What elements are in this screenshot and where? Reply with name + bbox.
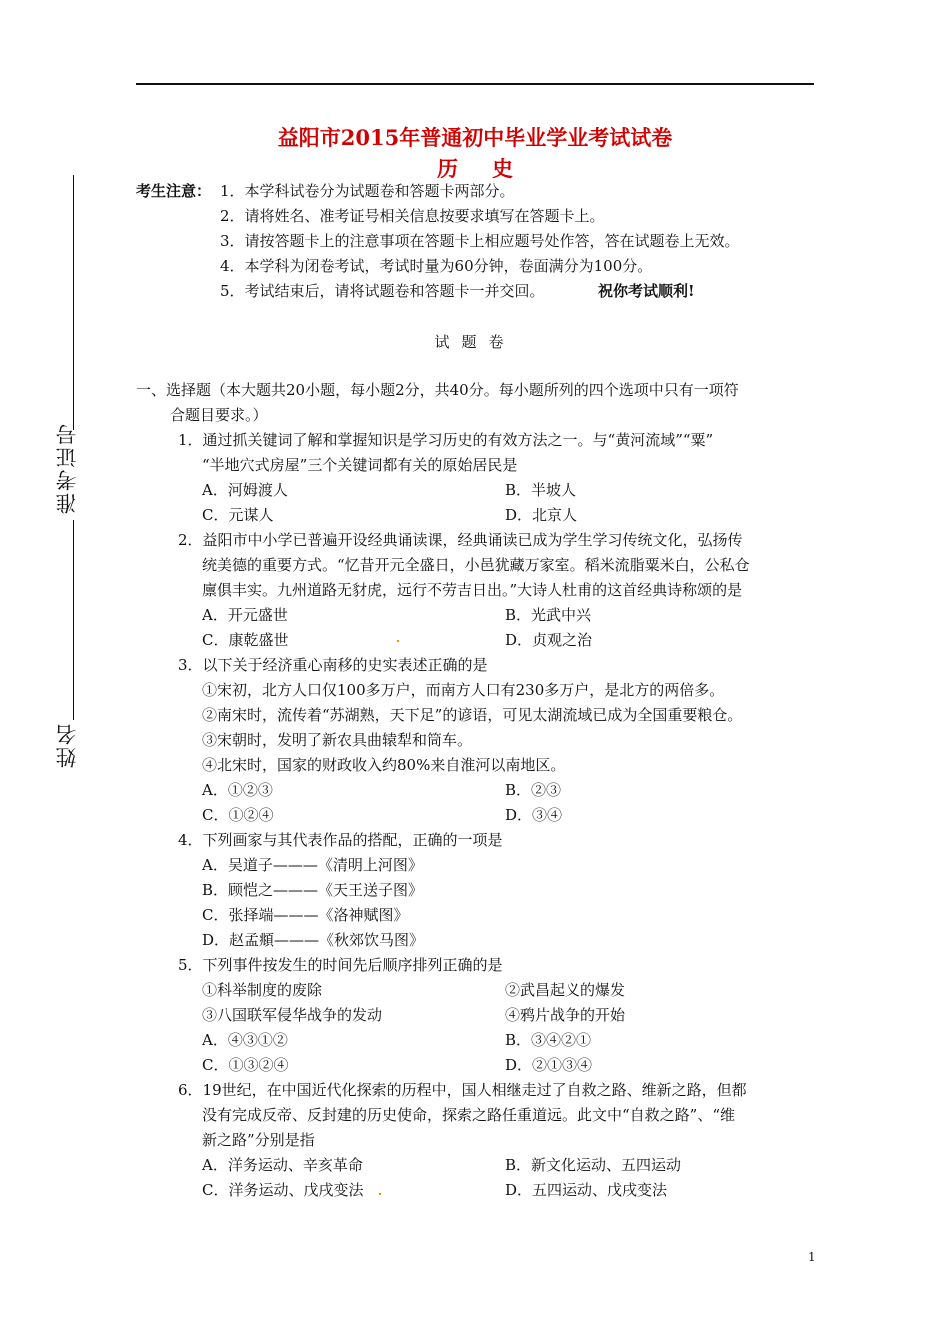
option: A．吴道子———《清明上河图》 <box>202 856 423 874</box>
scan-dot <box>379 1193 381 1195</box>
option: D．贞观之治 <box>505 631 593 649</box>
event-item: ③八国联军侵华战争的发动 <box>202 1006 383 1024</box>
option: C．洋务运动、戊戌变法 <box>202 1181 364 1199</box>
option: D．北京人 <box>505 506 578 524</box>
question-stem: 5．下列事件按发生的时间先后顺序排列正确的是 <box>178 956 503 974</box>
exam-title: 益阳市2015年普通初中毕业学业考试试卷 <box>277 125 673 150</box>
option: C．康乾盛世 <box>202 631 289 649</box>
option: B．③④②① <box>505 1031 592 1049</box>
part-heading: 一、选择题（本大题共20小题，每小题2分，共40分。每小题所列的四个选项中只有一项符 <box>136 381 739 399</box>
question-stem: 4．下列画家与其代表作品的搭配，正确的一项是 <box>178 831 503 849</box>
section-title: 试题卷 <box>434 333 516 351</box>
option: D．赵孟頫———《秋郊饮马图》 <box>202 931 425 949</box>
option: A．河姆渡人 <box>202 481 288 499</box>
binding-line <box>73 175 74 430</box>
question-stem: 廪俱丰实。九州道路无豺虎，远行不劳吉日出。”大诗人杜甫的这首经典诗称颂的是 <box>202 581 743 599</box>
option: D．五四运动、戊戌变法 <box>505 1181 668 1199</box>
scan-dot <box>397 640 399 642</box>
option: C．①③②④ <box>202 1056 289 1074</box>
question-stem: 新之路”分别是指 <box>202 1131 315 1149</box>
notice-item: 5．考试结束后，请将试题卷和答题卡一并交回。 <box>220 282 545 300</box>
notice-item: 2．请将姓名、准考证号相关信息按要求填写在答题卡上。 <box>220 207 605 225</box>
option: C．①②④ <box>202 806 274 824</box>
option: A．④③①② <box>202 1031 288 1049</box>
question-stem: 2．益阳市中小学已普遍开设经典诵读课，经典诵读已成为学生学习传统文化，弘扬传 <box>178 531 743 549</box>
event-item: ②武昌起义的爆发 <box>505 981 626 999</box>
question-stem: ①宋初，北方人口仅100多万户，而南方人口有230多万户，是北方的两倍多。 <box>202 681 725 699</box>
option: A．开元盛世 <box>202 606 288 624</box>
part-heading: 合题目要求。） <box>170 406 268 424</box>
option: C．元谋人 <box>202 506 274 524</box>
question-stem: ③宋朝时，发明了新农具曲辕犁和筒车。 <box>202 731 473 749</box>
question-stem: 1．通过抓关键词了解和掌握知识是学习历史的有效方法之一。与“黄河流域”“粟” <box>178 431 714 449</box>
exam-number-blank <box>73 520 74 720</box>
event-item: ④鸦片战争的开始 <box>505 1006 626 1024</box>
exam-number-label: 准考证号 <box>55 422 79 514</box>
option: D．③④ <box>505 806 563 824</box>
option: B．光武中兴 <box>505 606 592 624</box>
question-stem: ④北宋时，国家的财政收入约80%来自淮河以南地区。 <box>202 756 566 774</box>
notice-item: 1．本学科试卷分为试题卷和答题卡两部分。 <box>220 182 515 200</box>
option: A．①②③ <box>202 781 273 799</box>
option: D．②①③④ <box>505 1056 593 1074</box>
subject-title: 历史 <box>437 156 547 181</box>
event-item: ①科举制度的废除 <box>202 981 323 999</box>
option: B．半坡人 <box>505 481 577 499</box>
question-stem: 统美德的重要方式。“忆昔开元全盛日，小邑犹藏万家室。稻米流脂粟米白，公私仓 <box>202 556 750 574</box>
question-stem: ②南宋时，流传着“苏湖熟，天下足”的谚语，可见太湖流域已成为全国重要粮仓。 <box>202 706 743 724</box>
notice-item: 4．本学科为闭卷考试，考试时量为60分钟，卷面满分为100分。 <box>220 257 653 275</box>
question-stem: 6．19世纪，在中国近代化探索的历程中，国人相继走过了自救之路、维新之路，但都 <box>178 1081 747 1099</box>
page-number: 1 <box>808 1250 816 1264</box>
notice-item: 3．请按答题卡上的注意事项在答题卡上相应题号处作答，答在试题卷上无效。 <box>220 232 740 250</box>
question-stem: 3．以下关于经济重心南移的史实表述正确的是 <box>178 656 488 674</box>
good-luck: 祝你考试顺利! <box>598 282 695 300</box>
question-stem: 没有完成反帝、反封建的历史使命，探索之路任重道远。此文中“自救之路”、“维 <box>202 1106 736 1124</box>
header-rule <box>136 83 814 85</box>
question-stem: “半地穴式房屋”三个关键词都有关的原始居民是 <box>202 456 518 474</box>
option: B．②③ <box>505 781 562 799</box>
name-label: 姓名 <box>55 722 79 768</box>
option: A．洋务运动、辛亥革命 <box>202 1156 363 1174</box>
notice-label: 考生注意： <box>136 182 212 200</box>
option: B．顾恺之———《天王送子图》 <box>202 881 424 899</box>
option: C．张择端———《洛神赋图》 <box>202 906 409 924</box>
option: B．新文化运动、五四运动 <box>505 1156 682 1174</box>
